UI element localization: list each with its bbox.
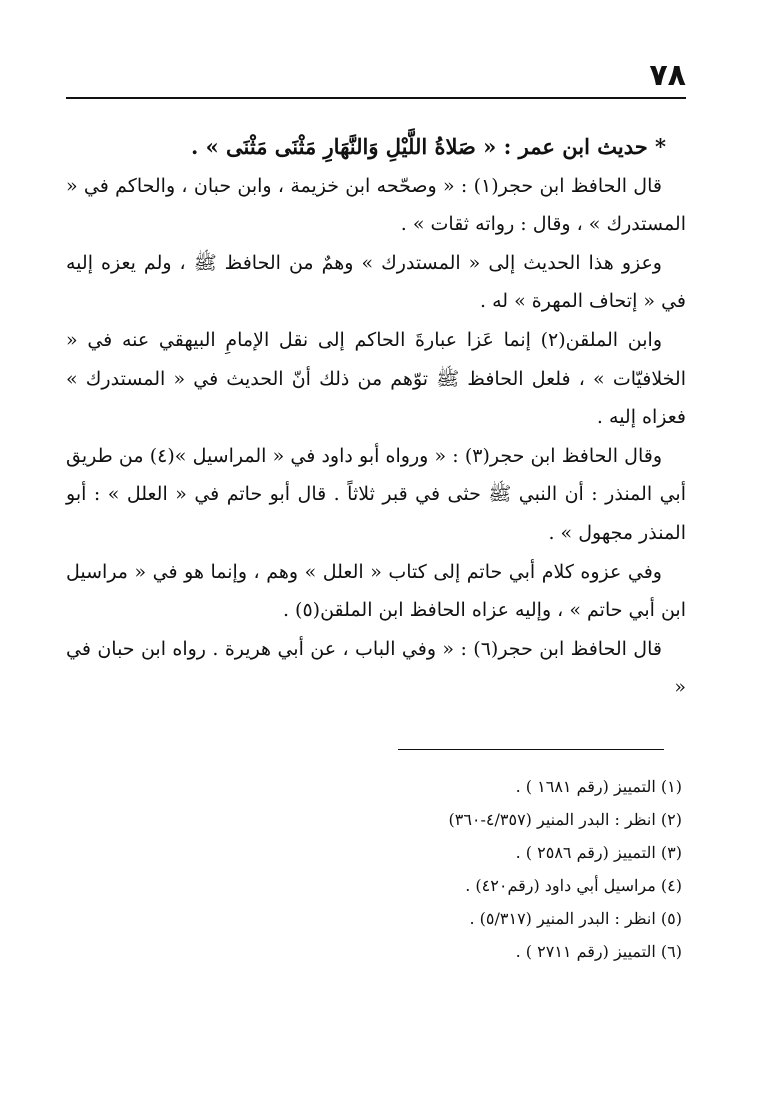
header-rule [66,97,686,99]
footnote: (٤) مراسيل أبي داود (رقم٤٢٠) . [465,876,682,895]
paragraph: وعزو هذا الحديث إلى « المستدرك » وهمٌ من الحافظ ﷺ ، ولم يعزه إليه في « إتحاف المهرة » له . [66,251,686,313]
main-text [66,128,686,707]
paragraph: وابن الملقن(٢) إنما عَزا عبارةَ الحاكم إلى نقل الإمامِ البيهقي عنه في « الخلافيّات » ، فلعل الحافظ ﷺ توّهم من ذلك أنّ الحديث في « المستدرك » فعزاه إليه . [66,328,686,429]
footnote: (٦) التمييز (رقم ٢٧١١ ) . [515,942,682,961]
page-number: ٧٨ [649,58,686,93]
footnote: (١) التمييز (رقم ١٦٨١ ) . [515,777,682,796]
paragraph: قال الحافظ ابن حجر(١) : « وصحّحه ابن خزيمة ، وابن حبان ، والحاكم في « المستدرك » ، وقال : رواته ثقات » . [66,174,686,236]
paragraph: قال الحافظ ابن حجر(٦) : « وفي الباب ، عن أبي هريرة . رواه ابن حبان في « [66,637,686,699]
section-heading: * حديث ابن عمر : « صَلاةُ اللَّيْلِ وَالنَّهَارِ مَثْنَى مَثْنَى » . [191,134,666,159]
paragraph: وقال الحافظ ابن حجر(٣) : « ورواه أبو داود في « المراسيل »(٤) من طريق أبي المنذر : أن النبي ﷺ حثى في قبر ثلاثاً . قال أبو حاتم في « العلل » : أبو المنذر مجهول » . [66,444,686,544]
footnote-separator [398,749,664,750]
footnote: (٣) التمييز (رقم ٢٥٨٦ ) . [515,843,682,862]
footnote: (٢) انظر : البدر المنير (٤/٣٥٧-٣٦٠) [448,810,682,829]
footnotes [66,770,686,968]
paragraph: وفي عزوه كلام أبي حاتم إلى كتاب « العلل » وهم ، وإنما هو في « مراسيل ابن أبي حاتم » ، وإليه عزاه الحافظ ابن الملقن(٥) . [66,560,686,622]
footnote: (٥) انظر : البدر المنير (٥/٣١٧) . [469,909,682,928]
